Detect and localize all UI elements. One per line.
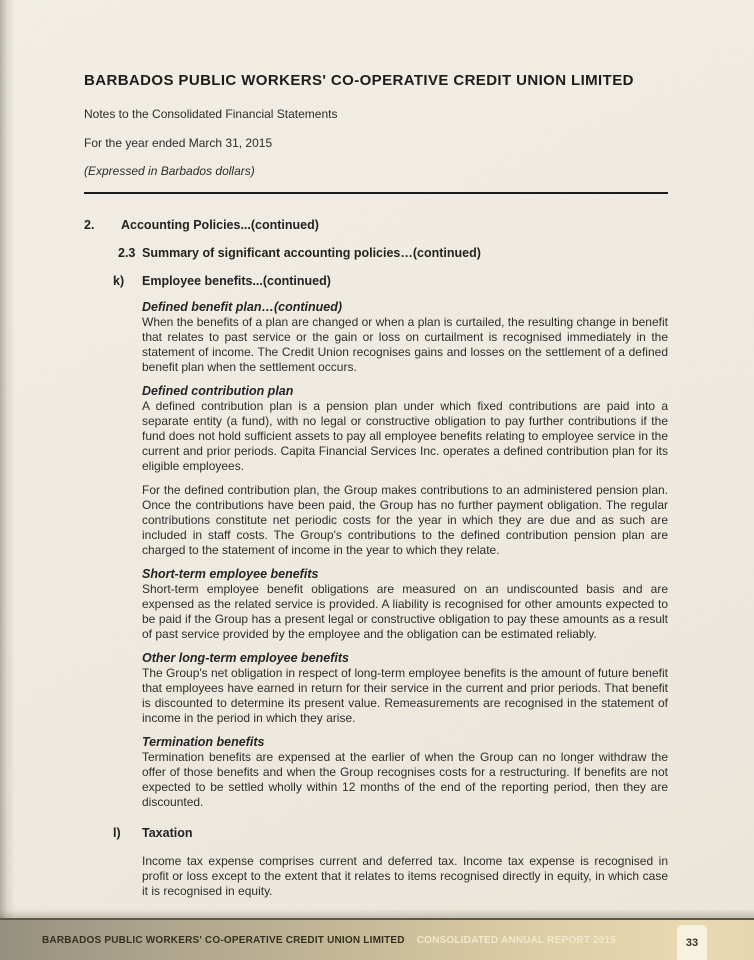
section-number: 2. bbox=[84, 218, 95, 232]
block-defined-benefit-plan bbox=[142, 300, 668, 375]
subsection-heading bbox=[118, 246, 668, 261]
taxation-title: Taxation bbox=[142, 826, 193, 840]
block-paragraph: A defined contribution plan is a pension plan under which fixed contributions are paid into a separate entity (a fund), with no legal or constructive obligation to pay further contributions if the fund does not hold sufficient assets to pay all employee benefits relating to employee service in the current and prior periods. Capita Financial Services Inc. operates a defined contribution plan for its eligible employees. bbox=[142, 399, 668, 473]
block-defined-contribution-continuation bbox=[142, 483, 668, 558]
block-heading: Defined contribution plan bbox=[142, 384, 294, 398]
block-paragraph: The Group's net obligation in respect of long-term employee benefits is the amount of future benefit that employees have earned in return for their service in the current and prior periods. That benefit is discounted to determine its present value. Remeasurements are recognised in the statement of income in the period in which they arise. bbox=[142, 666, 668, 725]
page-left-edge-shadow bbox=[0, 0, 15, 918]
section-heading bbox=[84, 218, 668, 233]
block-paragraph: When the benefits of a plan are changed or when a plan is curtailed, the resulting change in benefit that relates to past service or the gain or loss on curtailment is recognised immediately in the statement of income. The Credit Union recognises gains and losses on the settlement of a defined benefit plan when the settlement occurs. bbox=[142, 315, 668, 374]
block-termination-benefits bbox=[142, 735, 668, 810]
block-heading: Defined benefit plan…(continued) bbox=[142, 300, 342, 314]
item-title: Employee benefits...(continued) bbox=[142, 274, 331, 288]
block-heading: Other long-term employee benefits bbox=[142, 651, 349, 665]
block-short-term-benefits bbox=[142, 567, 668, 642]
item-heading-l bbox=[113, 826, 668, 841]
section-title: Accounting Policies...(continued) bbox=[121, 218, 319, 232]
company-title: BARBADOS PUBLIC WORKERS' CO-OPERATIVE CREDIT UNION LIMITED bbox=[84, 72, 634, 89]
block-other-long-term-benefits bbox=[142, 651, 668, 726]
policy-blocks bbox=[142, 300, 668, 810]
block-paragraph: Short-term employee benefit obligations are measured on an undiscounted basis and are expensed as the related service is provided. A liability is recognised for other amounts expected to be paid if the Group has a present legal or constructive obligation to pay these amounts as a result of past service provided by the employee and the obligation can be estimated reliably. bbox=[142, 582, 668, 641]
item-heading-k bbox=[113, 274, 668, 289]
taxation-paragraph: Income tax expense comprises current and deferred tax. Income tax expense is recognised in profit or loss except to the extent that it relates to items recognised directly in equity, in which case it is recognised in equity. bbox=[142, 854, 668, 898]
footer-band bbox=[0, 918, 754, 960]
page-number-box bbox=[677, 925, 707, 960]
footer-company-name: BARBADOS PUBLIC WORKERS' CO-OPERATIVE CREDIT UNION LIMITED bbox=[42, 934, 405, 946]
block-heading: Short-term employee benefits bbox=[142, 567, 319, 581]
footer-shadow bbox=[0, 909, 754, 918]
header-rule bbox=[84, 192, 668, 194]
block-defined-contribution-plan bbox=[142, 384, 668, 474]
block-paragraph: For the defined contribution plan, the Group makes contributions to an administered pension plan. Once the contributions have been paid, the Group has no further payment obligation. The regular contributions constitute net periodic costs for the year in which they are due and as such are included in staff costs. The Group's contributions to the defined contribution pension plan are charged to the statement of income in the year to which they relate. bbox=[142, 483, 668, 557]
page-number: 33 bbox=[685, 936, 699, 949]
taxation-letter: l) bbox=[113, 826, 121, 840]
block-paragraph: Termination benefits are expensed at the earlier of when the Group can no longer withdraw the offer of those benefits and when the Group recognises costs for a restructuring. If benefits are not expected to be settled wholly within 12 months of the end of the reporting period, then they are discounted. bbox=[142, 750, 668, 809]
item-letter: k) bbox=[113, 274, 125, 288]
subsection-title: Summary of significant accounting policies…(continued) bbox=[142, 246, 481, 260]
doc-period: For the year ended March 31, 2015 bbox=[84, 136, 273, 150]
subsection-number: 2.3 bbox=[118, 246, 136, 260]
doc-currency-note: (Expressed in Barbados dollars) bbox=[84, 164, 255, 178]
doc-subtitle: Notes to the Consolidated Financial Statements bbox=[84, 107, 338, 121]
block-heading: Termination benefits bbox=[142, 735, 265, 749]
footer-report-title: CONSOLIDATED ANNUAL REPORT 2015 bbox=[416, 934, 617, 946]
page-content bbox=[84, 72, 668, 899]
